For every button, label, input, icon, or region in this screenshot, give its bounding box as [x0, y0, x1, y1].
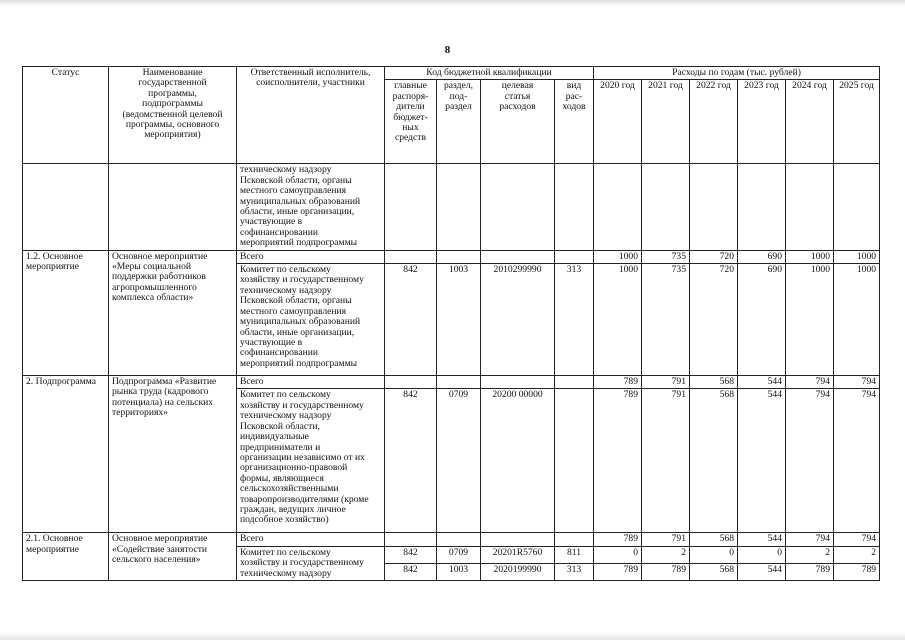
- cell-value-2024: 794: [786, 376, 834, 389]
- cell-value-2023: 690: [738, 250, 786, 263]
- cell-empty: [437, 533, 481, 546]
- cell-value-2024: 2: [786, 546, 834, 563]
- cell-empty: [385, 376, 437, 389]
- cell-csr: 20200 00000: [481, 389, 555, 533]
- cell-value-2023: 544: [738, 533, 786, 546]
- cell-vr: 811: [555, 546, 594, 563]
- cell-csr: 20201R5760: [481, 546, 555, 563]
- cell-status: 1.2. Основное мероприятие: [23, 250, 109, 375]
- cell-value-2024: 794: [786, 533, 834, 546]
- cell-value-2022: 0: [690, 546, 738, 563]
- cell-value-2024: 1000: [786, 264, 834, 376]
- header-2020: 2020 год: [594, 80, 642, 164]
- header-row-top: [23, 67, 880, 80]
- cell-value-2021: 789: [642, 563, 690, 580]
- cell-value-2023: 544: [738, 376, 786, 389]
- cell-vr: 313: [555, 264, 594, 376]
- cell-rzpr: 0709: [437, 389, 481, 533]
- cell-value-2025: 789: [834, 563, 880, 580]
- cell-empty: [109, 164, 237, 250]
- cell-value-2025: 794: [834, 389, 880, 533]
- header-grbs: главные распоря- дители бюджет- ных средств: [385, 80, 437, 164]
- cell-name: Подпрограмма «Развитие рынка труда (кадрового потенциала) на сельских территориях»: [109, 376, 237, 533]
- cell-value-2024: 789: [786, 563, 834, 580]
- cell-responsible: Комитет по сельскому хозяйству и государственному техническому надзору Псковской области, органы местного самоуправления муниципальных образований области, иные организации, участвующие в софинансировании мероприятий подпрограммы: [237, 264, 385, 376]
- header-2022: 2022 год: [690, 80, 738, 164]
- cell-grbs: 842: [385, 389, 437, 533]
- header-vr: вид рас- ходов: [555, 80, 594, 164]
- cell-empty: [594, 164, 642, 250]
- budget-table: [22, 66, 880, 581]
- cell-empty: [437, 376, 481, 389]
- cell-value-2024: 794: [786, 389, 834, 533]
- header-rzpr: раздел, под- раздел: [437, 80, 481, 164]
- cell-value-2023: 544: [738, 563, 786, 580]
- cell-value-2022: 720: [690, 264, 738, 376]
- cell-empty: [834, 164, 880, 250]
- cell-responsible: Комитет по сельскому хозяйству и государственному техническому надзору Псковской области, индивидуальные предприниматели и организации независимо от их организационно-правовой формы, являющиеся сельскохозяйственными товаропроизводителями (кроме граждан, ведущих личное подсобное хозяйство): [237, 389, 385, 533]
- cell-empty: [23, 164, 109, 250]
- cell-value-2025: 1000: [834, 264, 880, 376]
- cell-grbs: 842: [385, 264, 437, 376]
- cell-empty: [437, 250, 481, 263]
- cell-empty: [481, 164, 555, 250]
- cell-rzpr: 1003: [437, 264, 481, 376]
- cell-empty: [481, 250, 555, 263]
- cell-value-2022: 720: [690, 250, 738, 263]
- cell-vr: 313: [555, 563, 594, 580]
- cell-vr: [555, 389, 594, 533]
- cell-rzpr: 0709: [437, 546, 481, 563]
- cell-value-2023: 690: [738, 264, 786, 376]
- cell-value-2025: 1000: [834, 250, 880, 263]
- header-responsible: Ответственный исполнитель, соисполнители, участники: [237, 67, 385, 164]
- cell-responsible: Комитет по сельскому хозяйству и государственному техническому надзору: [237, 546, 385, 580]
- cell-grbs: 842: [385, 563, 437, 580]
- cell-value-2022: 568: [690, 533, 738, 546]
- cell-value-2023: 544: [738, 389, 786, 533]
- cell-value-2021: 735: [642, 250, 690, 263]
- cell-value-2020: 1000: [594, 264, 642, 376]
- cell-grbs: 842: [385, 546, 437, 563]
- cell-value-2020: 789: [594, 376, 642, 389]
- cell-value-2021: 791: [642, 389, 690, 533]
- cell-empty: [555, 533, 594, 546]
- header-2023: 2023 год: [738, 80, 786, 164]
- cell-value-2024: 1000: [786, 250, 834, 263]
- cell-empty: [690, 164, 738, 250]
- header-code-group: Код бюджетной квалификации: [385, 67, 594, 80]
- cell-value-2022: 568: [690, 389, 738, 533]
- cell-value-2022: 568: [690, 563, 738, 580]
- cell-empty: [437, 164, 481, 250]
- cell-empty: [555, 164, 594, 250]
- header-expense-group: Расходы по годам (тыс. рублей): [594, 67, 880, 80]
- header-2024: 2024 год: [786, 80, 834, 164]
- cell-total-label: Всего: [237, 533, 385, 546]
- cell-empty: [555, 376, 594, 389]
- header-csr: целевая статья расходов: [481, 80, 555, 164]
- cell-empty: [385, 533, 437, 546]
- header-name: Наименование государственной программы, подпрограммы (ведомственной целевой программы, основного мероприятия): [109, 67, 237, 164]
- cell-empty: [642, 164, 690, 250]
- cell-name: Основное мероприятие «Содействие занятости сельского населения»: [109, 533, 237, 581]
- cell-value-2020: 789: [594, 389, 642, 533]
- cell-value-2025: 794: [834, 376, 880, 389]
- cell-csr: 2010299990: [481, 264, 555, 376]
- table-row-m21-total: [23, 533, 880, 546]
- cell-empty: [786, 164, 834, 250]
- cell-value-2021: 2: [642, 546, 690, 563]
- cell-value-2021: 791: [642, 533, 690, 546]
- cell-empty: [738, 164, 786, 250]
- cell-csr: 2020199990: [481, 563, 555, 580]
- cell-value-2025: 2: [834, 546, 880, 563]
- page-number: 8: [444, 44, 451, 56]
- cell-value-2020: 0: [594, 546, 642, 563]
- cell-rzpr: 1003: [437, 563, 481, 580]
- scan-edge-top: [0, 0, 905, 6]
- cell-value-2022: 568: [690, 376, 738, 389]
- table-row-p2-total: [23, 376, 880, 389]
- cell-value-2025: 794: [834, 533, 880, 546]
- cell-status: 2. Подпрограмма: [23, 376, 109, 533]
- cell-status: 2.1. Основное мероприятие: [23, 533, 109, 581]
- cell-value-2020: 789: [594, 563, 642, 580]
- cell-value-2021: 735: [642, 264, 690, 376]
- cell-empty: [385, 250, 437, 263]
- cell-value-2023: 0: [738, 546, 786, 563]
- cell-name: Основное мероприятие «Меры социальной поддержки работников агропромышленного комплекса области»: [109, 250, 237, 375]
- header-2021: 2021 год: [642, 80, 690, 164]
- cell-responsible: техническому надзору Псковской области, органы местного самоуправления муниципальных образований области, иные организации, участвующие в софинансировании мероприятий подпрограммы: [237, 164, 385, 250]
- cell-total-label: Всего: [237, 376, 385, 389]
- cell-total-label: Всего: [237, 250, 385, 263]
- table-row-continuation: [23, 164, 880, 250]
- cell-value-2021: 791: [642, 376, 690, 389]
- cell-empty: [481, 533, 555, 546]
- cell-empty: [385, 164, 437, 250]
- cell-empty: [481, 376, 555, 389]
- table-row-m12-total: [23, 250, 880, 263]
- header-2025: 2025 год: [834, 80, 880, 164]
- cell-value-2020: 789: [594, 533, 642, 546]
- cell-empty: [555, 250, 594, 263]
- header-status: Статус: [23, 67, 109, 164]
- scan-edge-bottom: [0, 632, 905, 640]
- cell-value-2020: 1000: [594, 250, 642, 263]
